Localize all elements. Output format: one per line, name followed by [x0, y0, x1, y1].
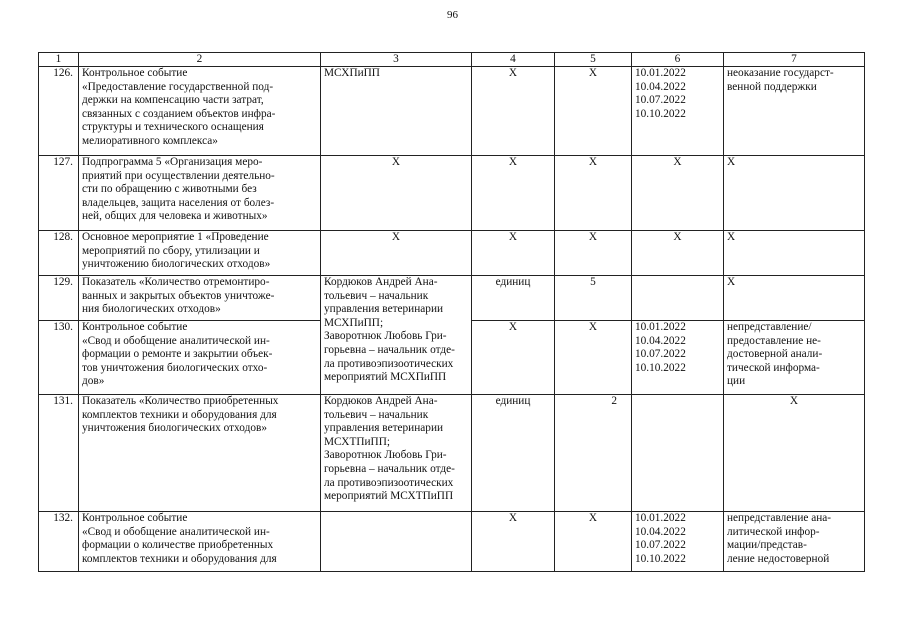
row-note: X [724, 395, 865, 512]
header-cell: 6 [632, 53, 724, 67]
row-number: 132. [39, 512, 79, 572]
row-responsible: X [321, 231, 472, 276]
row-note: непредставление ана- литической инфор- мации/представ- ление недостоверной [724, 512, 865, 572]
row-responsible: Кордюков Андрей Ана- тольевич – начальник управления ветеринарии МСХТПиПП; Заворотнюк Любовь Гри- горьевна – начальник отде- ла противоэпизоотических мероприятий МСХТПиПП [321, 395, 472, 512]
table-row [39, 512, 865, 572]
row-unit: единиц [472, 276, 555, 321]
row-col4: X [472, 321, 555, 395]
header-cell: 4 [472, 53, 555, 67]
header-cell: 7 [724, 53, 865, 67]
row-value: 2 [555, 395, 632, 512]
row-note: неоказание государст- венной поддержки [724, 67, 865, 156]
row-number: 130. [39, 321, 79, 395]
table-row [39, 231, 865, 276]
row-number: 131. [39, 395, 79, 512]
row-col5: X [555, 512, 632, 572]
row-name: Подпрограмма 5 «Организация меро- приятий при осуществлении деятельно- сти по обращению с животными без владельцев, защита населения от болез- ней, общих для человека и животных» [79, 156, 321, 231]
row-note: X [724, 231, 865, 276]
header-cell: 1 [39, 53, 79, 67]
row-name: Основное мероприятие 1 «Проведение мероприятий по сбору, утилизации и уничтожению биологических отходов» [79, 231, 321, 276]
row-name: Показатель «Количество отремонтиро- ванных и закрытых объектов уничтоже- ния биологических отходов» [79, 276, 321, 321]
row-responsible: МСХПиПП [321, 67, 472, 156]
row-note: непредставление/ предоставление не- достоверной анали- тической информа- ции [724, 321, 865, 395]
row-number: 128. [39, 231, 79, 276]
row-col5: X [555, 231, 632, 276]
row-dates: 10.01.2022 10.04.2022 10.07.2022 10.10.2022 [632, 321, 724, 395]
row-dates: X [632, 156, 724, 231]
row-value: 5 [555, 276, 632, 321]
row-note: X [724, 276, 865, 321]
row-col5: X [555, 321, 632, 395]
header-cell: 2 [79, 53, 321, 67]
table-row [39, 395, 865, 512]
row-note: X [724, 156, 865, 231]
row-col4: X [472, 67, 555, 156]
row-responsible: X [321, 156, 472, 231]
row-responsible [321, 512, 472, 572]
table-row [39, 276, 865, 321]
row-col4: X [472, 156, 555, 231]
row-number: 129. [39, 276, 79, 321]
row-dates [632, 395, 724, 512]
header-cell: 5 [555, 53, 632, 67]
row-number: 127. [39, 156, 79, 231]
row-name: Контрольное событие «Свод и обобщение аналитической ин- формации о количестве приобретенных комплектов техники и оборудования для [79, 512, 321, 572]
row-dates [632, 276, 724, 321]
plan-table [38, 52, 865, 572]
row-name: Контрольное событие «Свод и обобщение аналитической ин- формации о ремонте и закрытии объек- тов уничтожения биологических отхо- дов» [79, 321, 321, 395]
row-responsible: Кордюков Андрей Ана- тольевич – начальник управления ветеринарии МСХПиПП; Заворотнюк Любовь Гри- горьевна – начальник отде- ла противоэпизоотических мероприятий МСХПиПП [321, 276, 472, 395]
row-col4: X [472, 512, 555, 572]
row-dates: X [632, 231, 724, 276]
row-dates: 10.01.2022 10.04.2022 10.07.2022 10.10.2022 [632, 67, 724, 156]
row-col4: X [472, 231, 555, 276]
row-name: Показатель «Количество приобретенных комплектов техники и оборудования для уничтожения биологических отходов» [79, 395, 321, 512]
row-name: Контрольное событие «Предоставление государственной под- держки на компенсацию части затрат, связанных с созданием объектов инфра- структуры и технического оснащения мелиоративного комплекса» [79, 67, 321, 156]
row-number: 126. [39, 67, 79, 156]
header-row [39, 53, 865, 67]
table-row [39, 156, 865, 231]
row-col5: X [555, 156, 632, 231]
row-dates: 10.01.2022 10.04.2022 10.07.2022 10.10.2022 [632, 512, 724, 572]
row-col5: X [555, 67, 632, 156]
table-row [39, 67, 865, 156]
header-cell: 3 [321, 53, 472, 67]
row-unit: единиц [472, 395, 555, 512]
page-number: 96 [447, 9, 458, 21]
